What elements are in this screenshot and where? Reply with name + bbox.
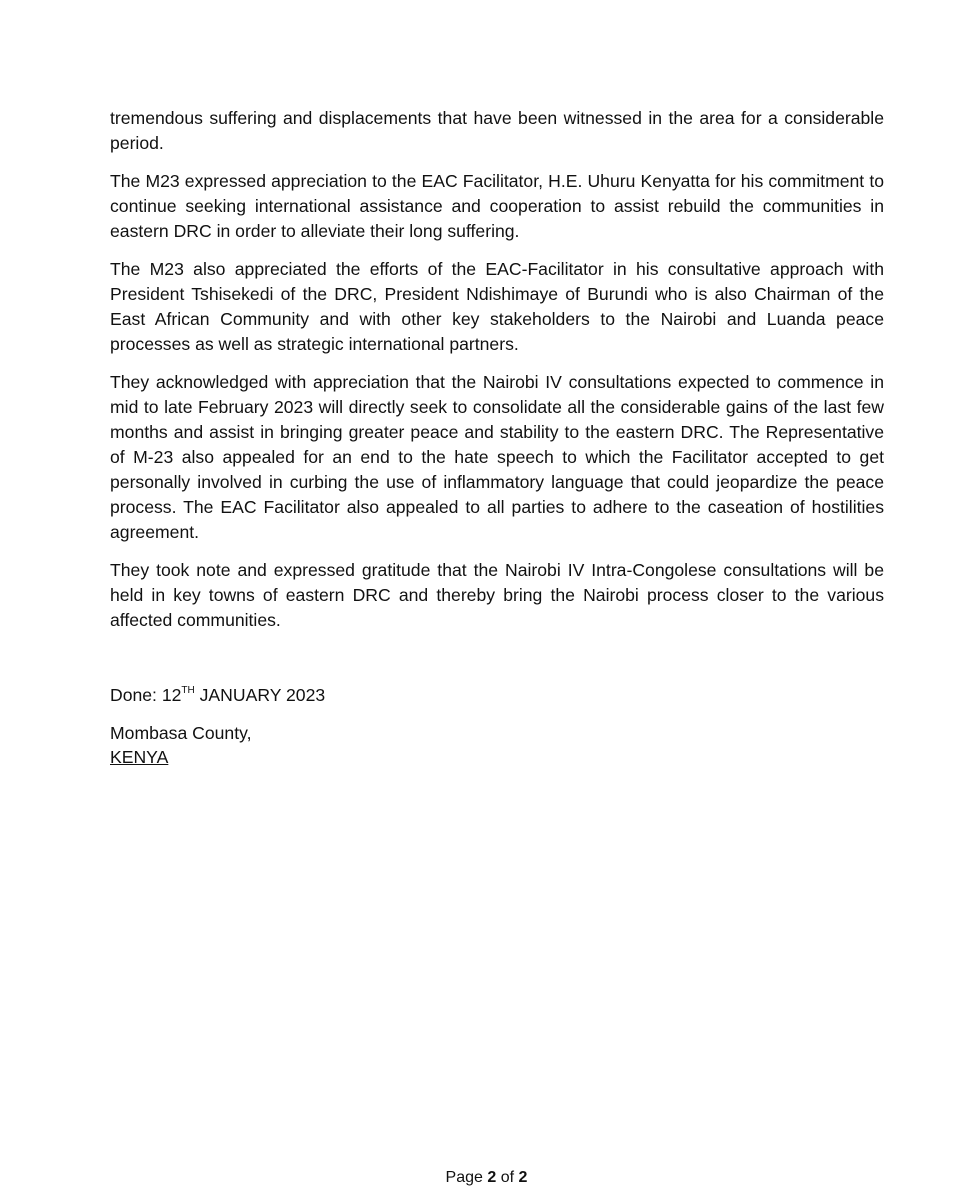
page-label: Page <box>445 1169 483 1186</box>
place-line: Mombasa County, <box>110 723 252 743</box>
date-prefix: Done: 12 <box>110 685 182 705</box>
page-number-footer <box>0 1167 973 1189</box>
paragraph: The M23 expressed appreciation to the EAC Facilitator, H.E. Uhuru Kenyatta for his commitment to continue seeking international assistance and cooperation to assist rebuild the communities in eastern DRC in order to alleviate their long suffering. <box>110 171 884 241</box>
of-label: of <box>500 1169 515 1186</box>
paragraph: They took note and expressed gratitude that the Nairobi IV Intra-Congolese consultations will be held in key towns of eastern DRC and thereby bring the Nairobi process closer to the various affected communities. <box>110 560 884 630</box>
total-pages-number: 2 <box>518 1169 528 1186</box>
paragraph: tremendous suffering and displacements that have been witnessed in the area for a considerable period. <box>110 108 884 153</box>
country-line: KENYA <box>110 747 169 767</box>
date-line <box>110 683 325 708</box>
date-month-year: JANUARY 2023 <box>194 685 326 705</box>
paragraph: The M23 also appreciated the efforts of the EAC-Facilitator in his consultative approach with President Tshisekedi of the DRC, President Ndishimaye of Burundi who is also Chairman of the East African Community and with other key stakeholders to the Nairobi and Luanda peace processes as well as strategic international partners. <box>110 259 884 354</box>
date-ordinal-suffix: TH <box>181 685 195 697</box>
paragraph: They acknowledged with appreciation that the Nairobi IV consultations expected to commence in mid to late February 2023 will directly seek to consolidate all the considerable gains of the last few months and assist in bringing greater peace and stability to the eastern DRC. The Representative of M-23 also appealed for an end to the hate speech to which the Facilitator accepted to get personally involved in curbing the use of inflammatory language that could jeopardize the peace process. The EAC Facilitator also appealed to all parties to adhere to the caseation of hostilities agreement. <box>110 372 884 542</box>
current-page-number: 2 <box>487 1169 497 1186</box>
